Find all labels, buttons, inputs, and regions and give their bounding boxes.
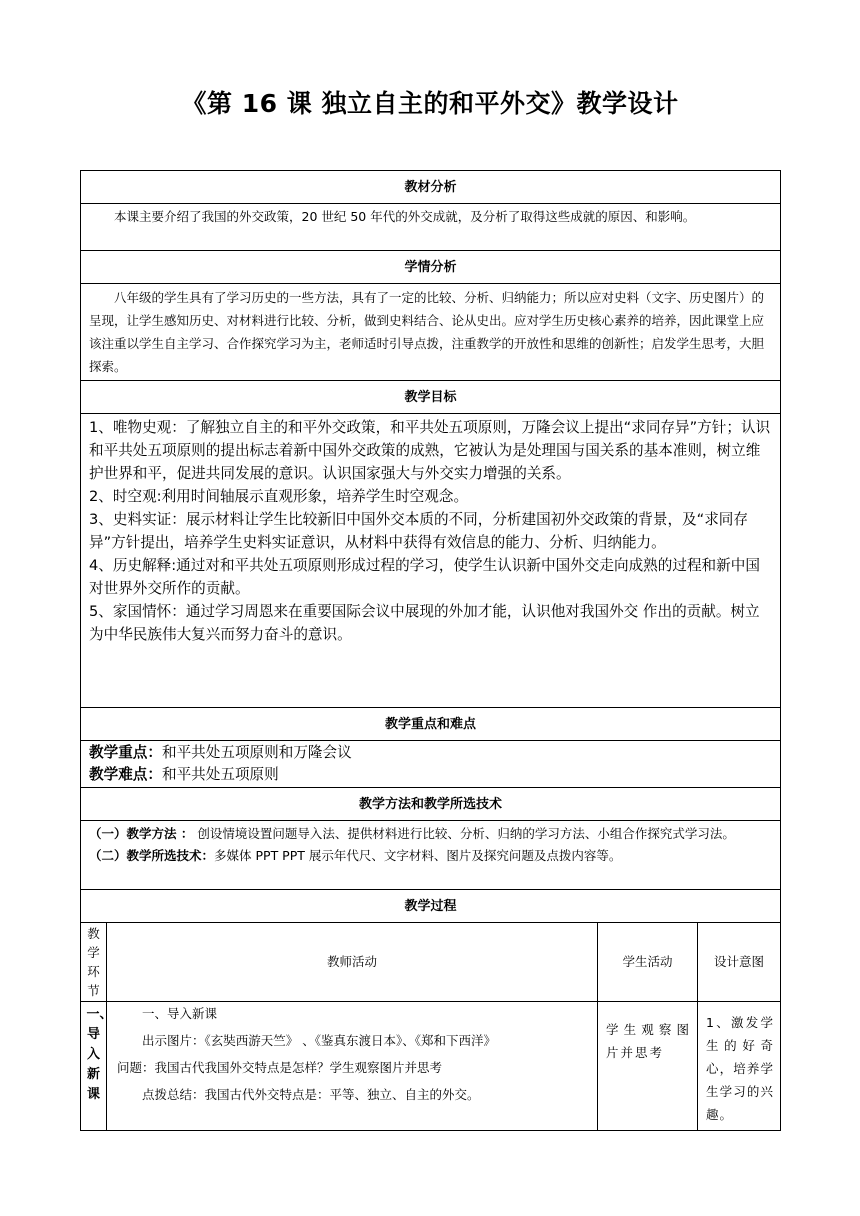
student-activity: 学生观察图片并思考 bbox=[606, 1022, 691, 1060]
key-point-line bbox=[89, 742, 772, 764]
process-header: 教学过程 bbox=[404, 899, 457, 914]
teacher-line: 一、导入新课 bbox=[142, 1006, 218, 1021]
teacher-line: 问题：我国古代我国外交特点是怎样？学生观察图片并思考 bbox=[117, 1060, 443, 1075]
method-text: 创设情境设置问题导入法、提供材料进行比较、分析、归纳的学习方法、小组合作探究式学习法。 bbox=[193, 826, 735, 841]
goal-item: 4、历史解释:通过对和平共处五项原则形成过程的学习，使学生认识新中国外交走向成熟的过程和新中国对世界外交所作的贡献。 bbox=[89, 557, 760, 597]
technology-line bbox=[89, 845, 772, 867]
key-point-text: 和平共处五项原则和万隆会议 bbox=[161, 744, 352, 761]
difficulty-text: 和平共处五项原则 bbox=[161, 766, 279, 783]
students-header: 学情分析 bbox=[404, 260, 457, 275]
col-intent-label: 设计意图 bbox=[713, 954, 764, 969]
stage-label: 一、导入新课 bbox=[86, 1007, 113, 1102]
goals-header: 教学目标 bbox=[404, 390, 457, 405]
student-activity-cell bbox=[598, 1002, 698, 1130]
keypoints-body-box bbox=[80, 740, 781, 788]
process-columns-row bbox=[80, 922, 781, 1002]
goals-body-box bbox=[80, 413, 781, 708]
methods-header: 教学方法和教学所选技术 bbox=[358, 797, 502, 812]
goal-item: 5、家国情怀：通过学习周恩来在重要国际会议中展现的外加才能，认识他对我国外交 作出的贡献。树立为中华民族伟大复兴而努力奋斗的意识。 bbox=[89, 603, 760, 643]
goal-item: 1、唯物史观：了解独立自主的和平外交政策，和平共处五项原则，万隆会议上提出“求同存异”方针；认识和平共处五项原则的提出标志着新中国外交政策的成熟，它被认为是处理国与国关系的基本准则，树立维护世界和平，促进共同发展的意识。认识国家强大与外交实力增强的关系。 bbox=[89, 419, 771, 482]
goal-item: 2、时空观:利用时间轴展示直观形象，培养学生时空观念。 bbox=[89, 488, 469, 505]
col-student-cell bbox=[598, 923, 698, 1001]
teacher-activity bbox=[107, 1002, 597, 1106]
goals-header-box bbox=[80, 380, 781, 414]
page-title: 《第 16 课 独立自主的和平外交》教学设计 bbox=[181, 89, 679, 118]
difficulty-line bbox=[89, 764, 772, 786]
design-intent-cell bbox=[698, 1002, 780, 1130]
students-header-box bbox=[80, 250, 781, 284]
method-line bbox=[89, 823, 772, 845]
method-label: （一）教学方法 ： bbox=[89, 826, 194, 841]
material-text: 本课主要介绍了我国的外交政策，20 世纪 50 年代的外交成就，及分析了取得这些成就的原因、和影响。 bbox=[114, 209, 696, 224]
technology-label: （二）教学所选技术： bbox=[89, 848, 215, 863]
students-body-box bbox=[80, 283, 781, 381]
col-intent-cell bbox=[698, 923, 780, 1001]
material-header-box bbox=[80, 170, 781, 204]
col-teacher-cell bbox=[107, 923, 598, 1001]
keypoints-header-box bbox=[80, 707, 781, 741]
design-intent: 1、激发学生的好奇心，培养学生学习的兴趣。 bbox=[706, 1015, 774, 1122]
teacher-line: 点拨总结：我国古代外交特点是：平等、独立、自主的外交。 bbox=[142, 1087, 480, 1102]
process-header-box bbox=[80, 889, 781, 923]
keypoints-content bbox=[81, 741, 780, 788]
goals-list bbox=[81, 414, 780, 648]
material-header: 教材分析 bbox=[404, 180, 457, 195]
col-student-label: 学生活动 bbox=[622, 954, 673, 969]
methods-header-box bbox=[80, 787, 781, 821]
methods-body-box bbox=[80, 820, 781, 890]
col-teacher-label: 教师活动 bbox=[326, 954, 377, 969]
difficulty-label: 教学难点： bbox=[89, 766, 162, 783]
process-row-intro bbox=[80, 1001, 781, 1131]
keypoints-header: 教学重点和难点 bbox=[384, 717, 476, 732]
stage-cell bbox=[81, 1002, 113, 1130]
teacher-line: 出示图片：《玄奘西游天竺》 、《鉴真东渡日本》、《郑和下西洋》 bbox=[142, 1033, 496, 1048]
key-point-label: 教学重点： bbox=[89, 744, 162, 761]
teacher-activity-cell bbox=[107, 1002, 598, 1130]
technology-text: 多媒体 PPT PPT 展示年代尺、文字材料、图片及探究问题及点拨内容等。 bbox=[214, 848, 622, 863]
students-text: 八年级的学生具有了学习历史的一些方法，具有了一定的比较、分析、归纳能力；所以应对史料（文字、历史图片）的呈现，让学生感知历史、对材料进行比较、分析，做到史料结合、论从史出。应对学生历史核心素养的培养，因此课堂上应该注重以学生自主学习、合作探究学习为主，老师适时引导点拨，注重教学的开放性和思维的创新性；启发学生思考，大胆探索。 bbox=[89, 290, 765, 374]
col-stage-cell bbox=[81, 923, 107, 1001]
goal-item: 3、史料实证：展示材料让学生比较新旧中国外交本质的不同，分析建国初外交政策的背景，及“求同存异”方针提出，培养学生史料实证意识，从材料中获得有效信息的能力、分析、归纳能力。 bbox=[89, 511, 748, 551]
material-body-box bbox=[80, 203, 781, 251]
methods-content bbox=[81, 821, 780, 869]
col-stage-label: 教学环节 bbox=[87, 926, 100, 998]
